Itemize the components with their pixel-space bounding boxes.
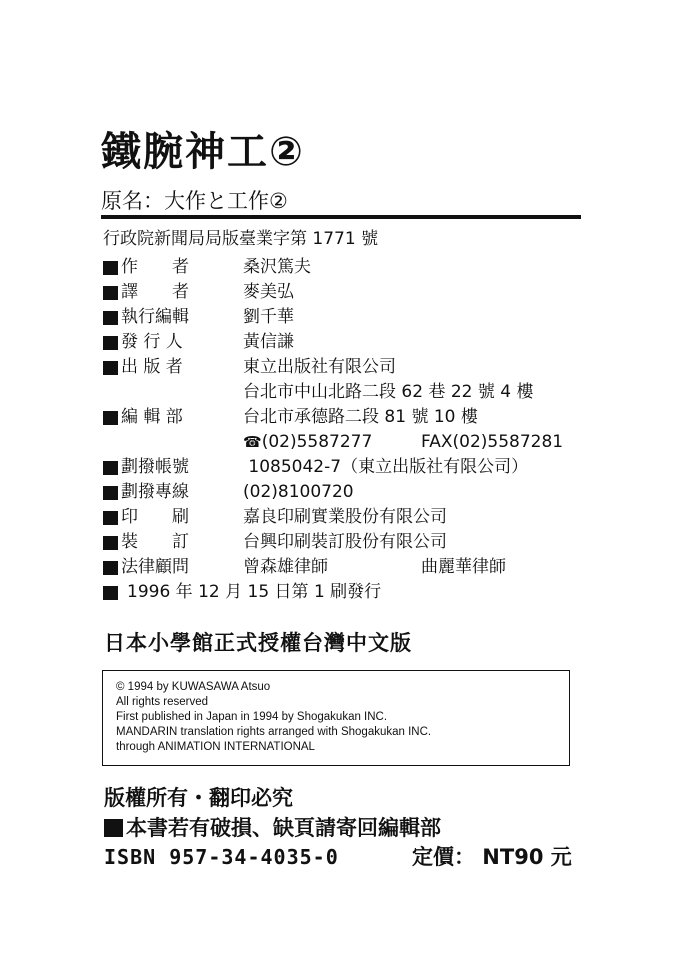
credit-row-postal-line bbox=[103, 480, 583, 505]
original-title: 原名：大作と工作② bbox=[101, 189, 288, 213]
credit-value: 黃信謙 bbox=[243, 332, 294, 352]
credit-row-editorial bbox=[103, 405, 583, 430]
bullet-square-icon bbox=[103, 511, 118, 525]
phone-contact bbox=[243, 430, 372, 455]
credit-label: 發 行 人 bbox=[121, 332, 183, 352]
credit-row-legal bbox=[103, 555, 583, 580]
price: 定價： NT90 元 bbox=[412, 845, 572, 869]
bullet-square-icon bbox=[103, 586, 118, 600]
credit-value: 東立出版社有限公司 bbox=[243, 357, 396, 377]
credit-row-publisher-address bbox=[103, 380, 583, 405]
credit-value: 台北市承德路二段 81 號 10 樓 bbox=[243, 407, 478, 427]
damage-notice-text: 本書若有破損、缺頁請寄回編輯部 bbox=[126, 816, 441, 840]
credit-label: 劃撥帳號 bbox=[121, 457, 189, 477]
credit-value: 台興印刷裝訂股份有限公司 bbox=[243, 532, 447, 552]
credit-label: 編 輯 部 bbox=[121, 407, 183, 427]
credit-label: 裝 訂 bbox=[121, 532, 189, 552]
credit-value: 曾森雄律師 bbox=[243, 557, 328, 577]
credit-label: 執行編輯 bbox=[121, 307, 189, 327]
credit-value: 台北市中山北路二段 62 巷 22 號 4 樓 bbox=[243, 382, 534, 402]
credit-value-secondary: 曲麗華律師 bbox=[421, 557, 506, 577]
credit-row-postal-account bbox=[103, 455, 583, 480]
credit-label: 劃撥專線 bbox=[121, 482, 189, 502]
bullet-square-icon bbox=[103, 311, 118, 325]
title-divider bbox=[101, 215, 581, 219]
copyright-box bbox=[102, 670, 570, 766]
credit-row-binding bbox=[103, 530, 583, 555]
official-edition-statement: 日本小學館正式授權台灣中文版 bbox=[104, 631, 412, 655]
credit-row-author bbox=[103, 255, 583, 280]
credit-label: 譯 者 bbox=[121, 282, 189, 302]
copyright-line: through ANIMATION INTERNATIONAL bbox=[116, 741, 315, 753]
credit-row-translator bbox=[103, 280, 583, 305]
credit-value: 1085042-7（東立出版社有限公司） bbox=[243, 457, 529, 477]
license-number: 行政院新聞局局版臺業字第 1771 號 bbox=[103, 229, 379, 249]
credit-row-editor bbox=[103, 305, 583, 330]
credit-value: 劉千華 bbox=[243, 307, 294, 327]
rights-reserved: 版權所有・翻印必究 bbox=[104, 786, 293, 810]
credit-value: 麥美弘 bbox=[243, 282, 294, 302]
copyright-line: First published in Japan in 1994 by Shogakukan INC. bbox=[116, 711, 388, 723]
damage-notice bbox=[104, 813, 441, 843]
credit-row-contact bbox=[103, 430, 583, 455]
fax-number: FAX(02)5587281 bbox=[421, 432, 564, 452]
bullet-square-icon bbox=[103, 411, 118, 425]
credit-row-publication-date bbox=[103, 580, 583, 605]
credits-list bbox=[103, 255, 583, 605]
bullet-square-icon bbox=[103, 486, 118, 500]
copyright-line: All rights reserved bbox=[116, 696, 209, 708]
bullet-square-icon bbox=[103, 561, 118, 575]
bullet-square-icon bbox=[103, 336, 118, 350]
phone-number: (02)5587277 bbox=[261, 432, 373, 452]
credit-value: 嘉良印刷實業股份有限公司 bbox=[243, 507, 447, 527]
publication-date: 1996 年 12 月 15 日第 1 刷發行 bbox=[127, 582, 382, 602]
bullet-square-icon bbox=[103, 286, 118, 300]
copyright-line: © 1994 by KUWASAWA Atsuo bbox=[116, 681, 271, 693]
credit-value: (02)8100720 bbox=[243, 482, 354, 502]
credit-row-publisher bbox=[103, 355, 583, 380]
bullet-square-icon bbox=[103, 461, 118, 475]
bullet-square-icon bbox=[103, 261, 118, 275]
credit-label: 印 刷 bbox=[121, 507, 189, 527]
bullet-square-icon bbox=[103, 536, 118, 550]
credit-row-printer bbox=[103, 505, 583, 530]
isbn: ISBN 957-34-4035-0 bbox=[104, 845, 339, 869]
credit-value: 桑沢篤夫 bbox=[243, 257, 311, 277]
copyright-line: MANDARIN translation rights arranged with Shogakukan INC. bbox=[116, 726, 432, 738]
credit-row-publisher-person bbox=[103, 330, 583, 355]
credit-label: 作 者 bbox=[121, 257, 189, 277]
credit-label: 法律顧問 bbox=[121, 557, 189, 577]
credit-label: 出 版 者 bbox=[121, 357, 183, 377]
bullet-square-icon bbox=[103, 361, 118, 375]
bullet-square-icon bbox=[104, 819, 123, 837]
book-title: 鐵腕神工② bbox=[101, 129, 305, 175]
phone-icon: ☎ bbox=[243, 433, 262, 451]
